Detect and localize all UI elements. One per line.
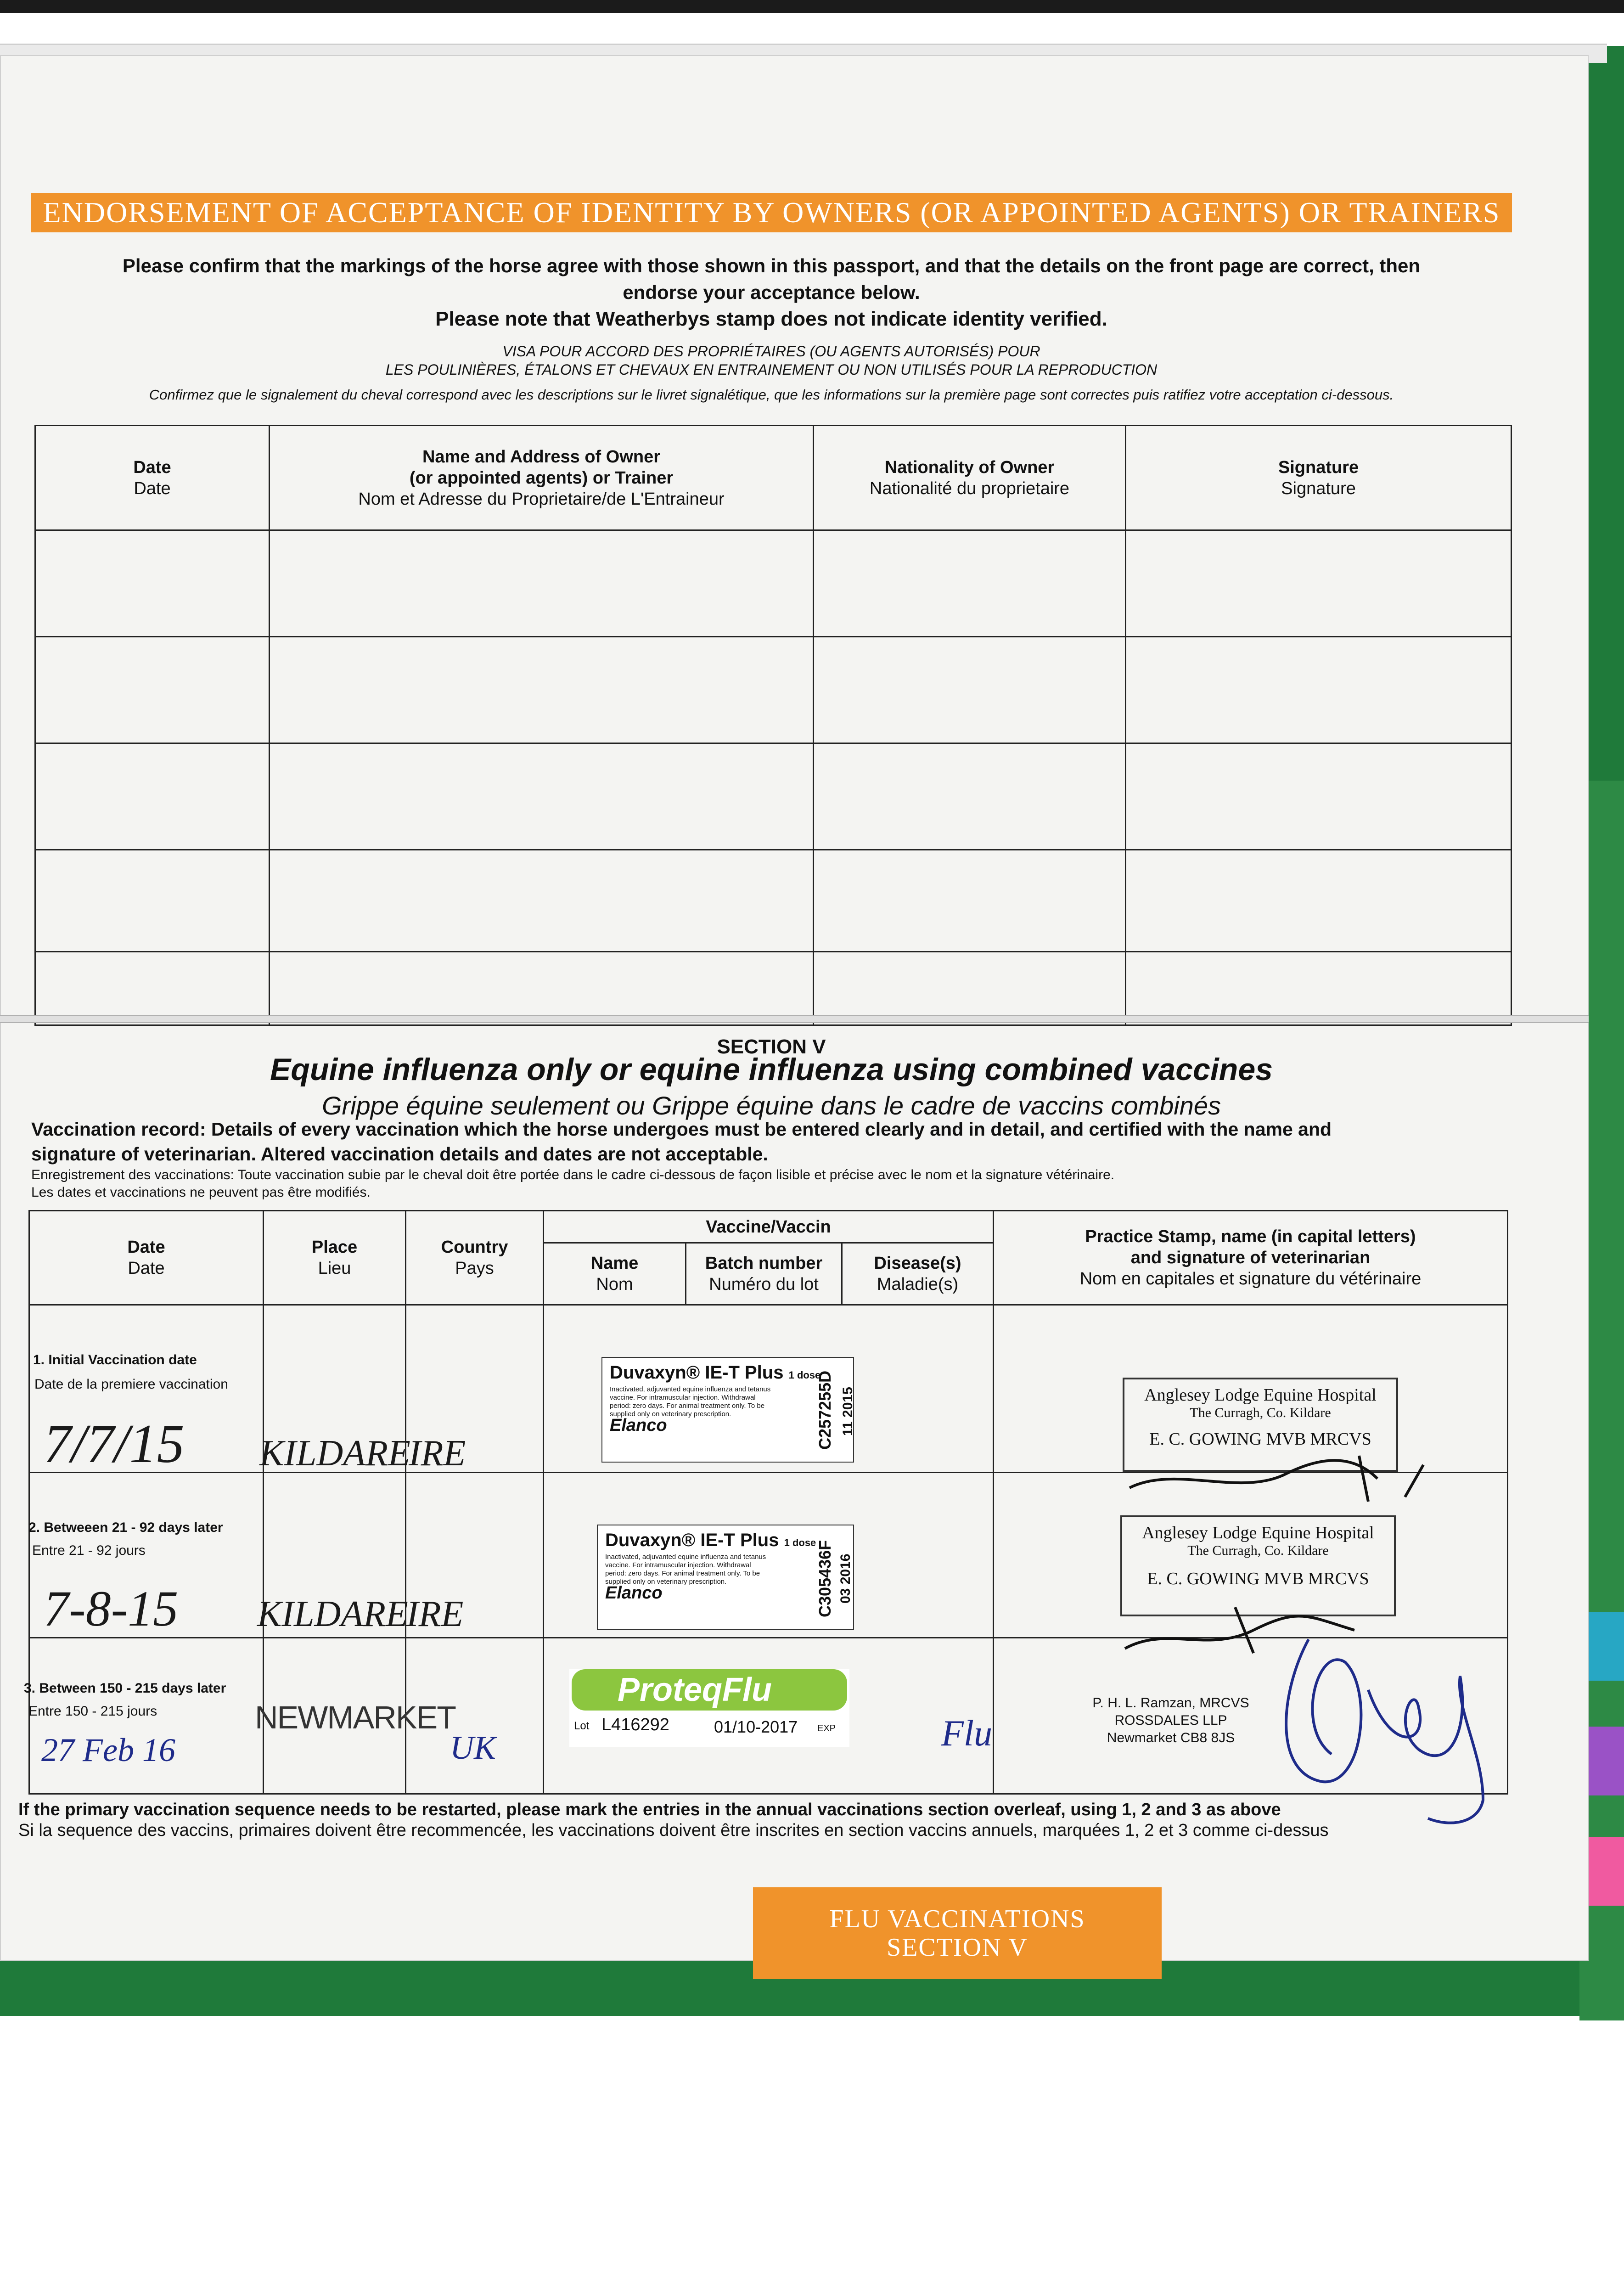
vaccine-brand: Duvaxyn® IE-T Plus (610, 1362, 784, 1383)
fr-visa-line-2: LES POULINIÈRES, ÉTALONS ET CHEVAUX EN ENTRAINEMENT OU NON UTILISÉS POUR LA REPRODUCTION (385, 361, 1158, 378)
col-batch-header: Batch number Numéro du lot (686, 1243, 842, 1305)
exp-label: EXP (817, 1723, 836, 1733)
scan-top-edge (0, 0, 1624, 13)
instruction-line-3: Please note that Weatherbys stamp does not indicate identity verified. (435, 308, 1107, 330)
vaccine-sticker-2 (597, 1525, 854, 1630)
proteqflu-exp: 01/10-2017 (714, 1717, 798, 1736)
col-date-header: Date Date (29, 1211, 264, 1305)
footer-line-1: FLU VACCINATIONS (829, 1905, 1085, 1933)
endorsement-table (34, 425, 1512, 1026)
restart-note-en: If the primary vaccination sequence needs to be restarted, please mark the entries in the annual vaccinations section overleaf, using 1, 2 and 3 as above (18, 1800, 1281, 1819)
stamp-address: Newmarket CB8 8JS (1107, 1730, 1235, 1745)
vet-stamp-3 (1088, 1694, 1253, 1747)
table-row[interactable] (35, 850, 1512, 952)
table-row[interactable] (35, 637, 1512, 743)
footer-line-2: SECTION V (887, 1933, 1028, 1962)
vaccination-record-instructions (31, 1117, 1528, 1166)
row3-label: 3. Between 150 - 215 days later (24, 1681, 226, 1696)
vaccine-exp: 11 2015 (840, 1387, 855, 1436)
row1-label-fr: Date de la premiere vaccination (34, 1377, 228, 1392)
table-row[interactable] (35, 530, 1512, 637)
stamp-practice: ROSSDALES LLP (1114, 1713, 1227, 1728)
table-row[interactable] (35, 743, 1512, 850)
vaccine-desc: Inactivated, adjuvanted equine influenza and tetanus vaccine. For intramuscular injection. Withdrawal period: zero days. For animal treatment only. To be supplied only on veterinary prescription. (610, 1385, 771, 1418)
table-row[interactable] (35, 952, 1512, 1025)
endorsement-banner: ENDORSEMENT OF ACCEPTANCE OF IDENTITY BY OWNERS (OR APPOINTED AGENTS) OR TRAINERS (31, 193, 1512, 232)
footer-section-badge (753, 1887, 1162, 1979)
proteqflu-sticker (569, 1669, 849, 1747)
section-subtitle-fr: Grippe équine seulement ou Grippe équine dans le cadre de vaccins combinés (321, 1091, 1221, 1120)
stamp-address: The Curragh, Co. Kildare (1187, 1543, 1329, 1558)
stamp-vet: E. C. GOWING MVB MRCVS (1147, 1569, 1369, 1588)
stamp-practice: Anglesey Lodge Equine Hospital (1142, 1523, 1374, 1542)
endorsement-instructions (28, 253, 1515, 332)
page-fold (0, 1015, 1589, 1023)
row3-date: 27 Feb 16 (41, 1732, 175, 1768)
row2-country: IRE (406, 1594, 464, 1634)
col-owner-header: Name and Address of Owner (or appointed agents) or Trainer Nom et Adresse du Proprietaire/de L'Entraineur (270, 426, 814, 530)
fr-visa-line-1: VISA POUR ACCORD DES PROPRIÉTAIRES (OU AGENTS AUTORISÉS) POUR (502, 343, 1040, 360)
col-date-header: Date Date (35, 426, 270, 530)
col-place-header: Place Lieu (264, 1211, 406, 1305)
stamp-vet: P. H. L. Ramzan, MRCVS (1092, 1695, 1249, 1711)
fr-line-1: Enregistrement des vaccinations: Toute vaccination subie par le cheval doit être portée dans le cadre ci-dessous de façon lisible et précise avec le nom et la signature vétérinaire. (31, 1167, 1115, 1182)
row3-place-stamp: NEWMARKET (255, 1699, 455, 1735)
record-line-2: signature of veterinarian. Altered vaccination details and dates are not acceptable. (31, 1143, 768, 1165)
stamp-vet: E. C. GOWING MVB MRCVS (1149, 1429, 1371, 1449)
stamp-practice: Anglesey Lodge Equine Hospital (1144, 1385, 1377, 1405)
row3-disease: Flu (941, 1713, 993, 1754)
row1-date: 7/7/15 (44, 1413, 185, 1474)
stamp-address: The Curragh, Co. Kildare (1190, 1405, 1331, 1420)
row1-label: 1. Initial Vaccination date (33, 1352, 197, 1367)
col-disease-header: Disease(s) Maladie(s) (842, 1243, 994, 1305)
row1-country: IRE (409, 1433, 466, 1474)
instruction-line-2: endorse your acceptance below. (623, 281, 920, 303)
vaccine-maker: Elanco (610, 1416, 667, 1435)
row2-label: 2. Betweeen 21 - 92 days later (28, 1520, 223, 1535)
section-title: Equine influenza only or equine influenza using combined vaccines (270, 1052, 1273, 1087)
col-country-header: Country Pays (406, 1211, 544, 1305)
col-signature-header: Signature Signature (1126, 426, 1512, 530)
vaccine-lot: C257255D (815, 1370, 834, 1450)
vaccination-record-fr (31, 1166, 1528, 1201)
record-line-1: Vaccination record: Details of every vaccination which the horse undergoes must be entered clearly and in detail, and certified with the name and (31, 1119, 1332, 1140)
vaccine-brand: Duvaxyn® IE-T Plus (605, 1530, 779, 1550)
row1-place: KILDARE (259, 1433, 410, 1474)
french-visa-text (28, 342, 1515, 379)
vaccine-maker: Elanco (605, 1583, 663, 1603)
row2-label-fr: Entre 21 - 92 jours (32, 1543, 146, 1558)
vaccine-sticker-1 (601, 1357, 854, 1463)
vaccine-lot: C305436F (815, 1540, 834, 1617)
row3-country: UK (450, 1729, 496, 1766)
section-label: SECTION V (717, 1035, 826, 1058)
vaccine-dose: 1 dose (788, 1369, 821, 1381)
vaccine-desc: Inactivated, adjuvanted equine influenza and tetanus vaccine. For intramuscular injection. Withdrawal period: zero days. For animal treatment only. To be supplied only on veterinary prescription. (605, 1553, 766, 1586)
vet-signature-1 (1120, 1446, 1465, 1506)
lot-text: Lot (574, 1720, 590, 1732)
row3-label-fr: Entre 150 - 215 jours (28, 1704, 157, 1719)
vaccine-exp: 03 2016 (838, 1553, 853, 1604)
row2-place: KILDARE (257, 1594, 408, 1634)
fr-line-2: Les dates et vaccinations ne peuvent pas être modifiés. (31, 1185, 371, 1200)
col-vaccine-name-header: Name Nom (544, 1243, 686, 1305)
proteqflu-logo: ProteqFlu (572, 1669, 847, 1711)
col-nationality-header: Nationality of Owner Nationalité du proprietaire (814, 426, 1126, 530)
vaccination-header-row-1 (29, 1211, 1508, 1243)
row2-date: 7-8-15 (44, 1581, 179, 1637)
restart-note-fr: Si la sequence des vaccins, primaires doivent être recommencée, les vaccinations doivent être inscrites en section vaccins annuels, marquées 1, 2 et 3 comme ci-dessus (18, 1821, 1329, 1840)
col-stamp-header: Practice Stamp, name (in capital letters) and signature of veterinarian Nom en capitales et signature du vétérinaire (994, 1211, 1508, 1305)
endorsement-header-row (35, 426, 1512, 530)
french-confirm-text: Confirmez que le signalement du cheval correspond avec les descriptions sur le livret signalétique, que les informations sur la première page sont correctes puis ratifiez votre acceptation ci-dessous. (149, 387, 1394, 403)
vaccine-dose: 1 dose (784, 1537, 816, 1548)
col-vaccine-header: Vaccine/Vaccin (544, 1211, 994, 1243)
proteqflu-lot: L416292 (601, 1715, 669, 1734)
instruction-line-1: Please confirm that the markings of the horse agree with those shown in this passport, and that the details on the front page are correct, then (122, 255, 1421, 276)
